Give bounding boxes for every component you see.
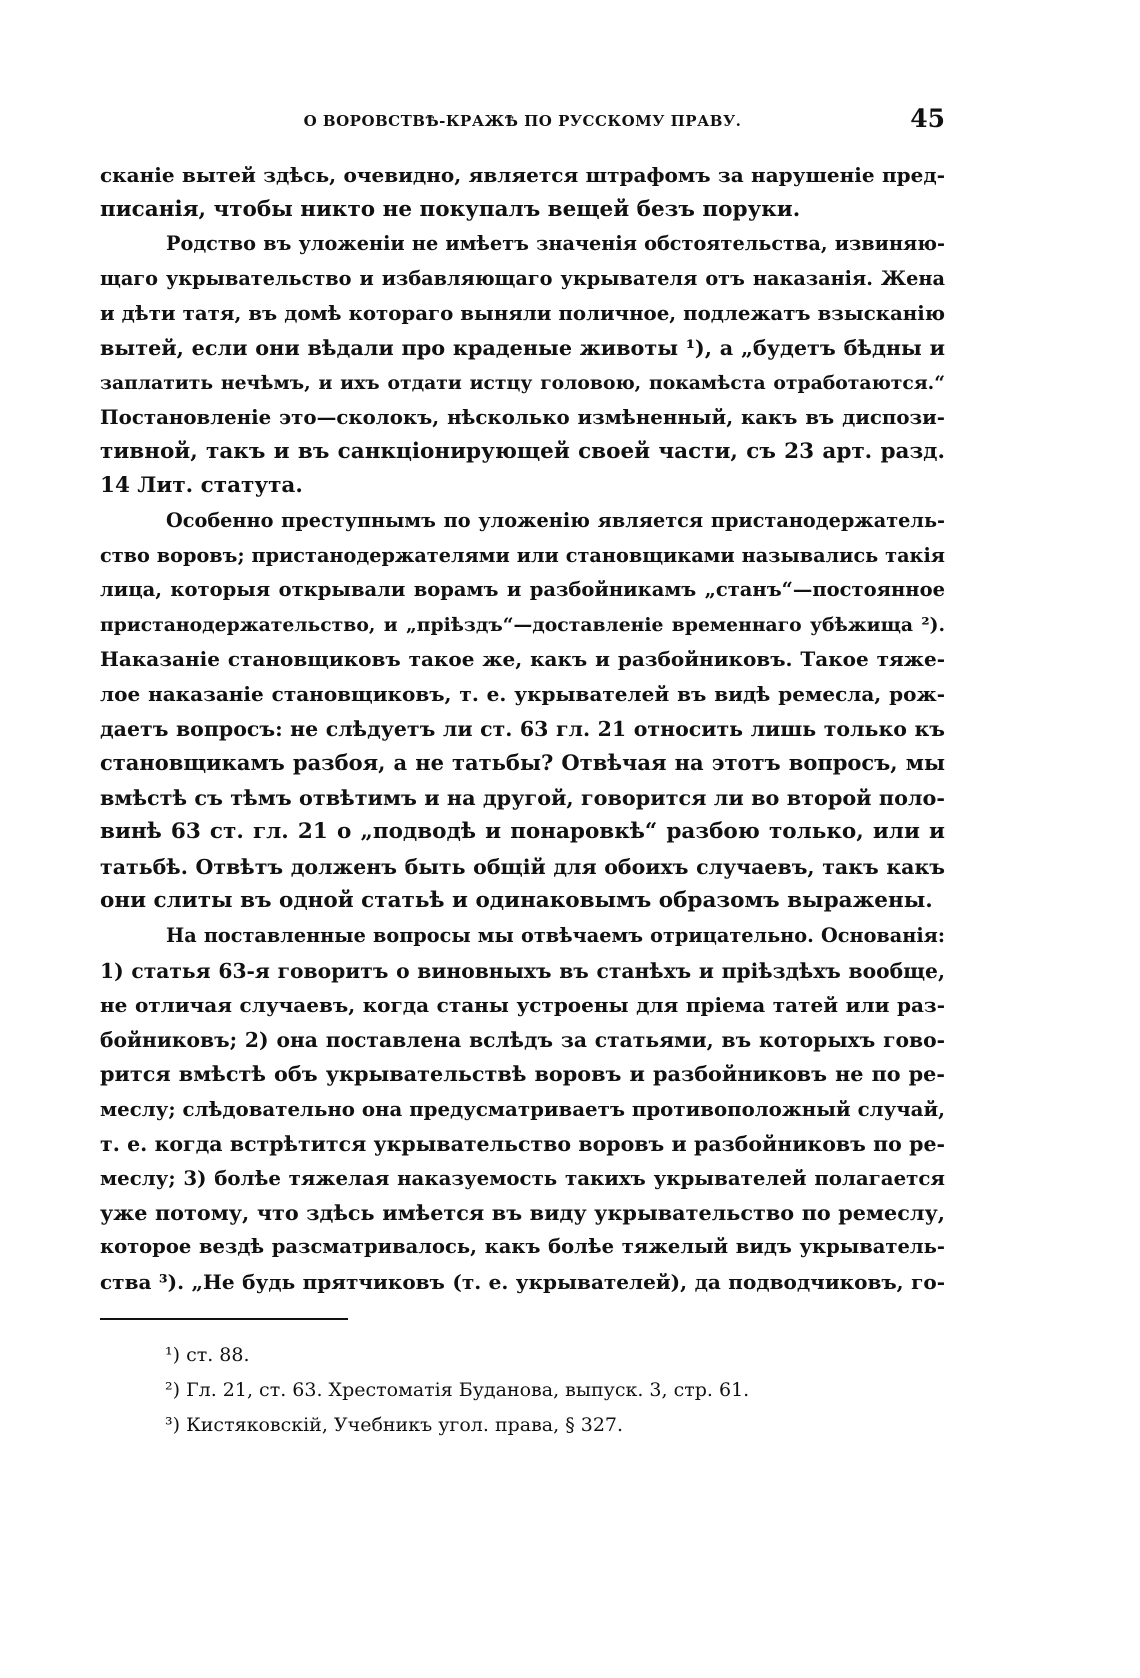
text-line: тивной, такъ и въ санкціонирующей своей части, съ 23 арт. разд. [100,438,945,464]
text-line: лое наказаніе становщиковъ, т. е. укрывателей въ видѣ ремесла, рож- [100,681,945,706]
text-line: которое вездѣ разсматривалось, какъ болѣе тяжелый видъ укрыватель- [100,1235,945,1259]
text-line: они слиты въ одной статьѣ и одинаковымъ образомъ выражены. [100,888,933,914]
text-line: ство воровъ; пристанодержателями или становщиками назывались такія [100,543,945,567]
text-line: Наказаніе становщиковъ такое же, какъ и разбойниковъ. Такое тяже- [100,647,945,672]
footnote: ¹) ст. 88. [165,1344,250,1366]
text-line: вытей, если они вѣдали про краденые животы ¹), а „будетъ бѣдны и [100,335,945,360]
text-line: Постановленіе это—сколокъ, нѣсколько измѣненный, какъ въ диспози- [100,405,945,430]
page-number: 45 [910,104,945,133]
text-line: щаго укрывательство и избавляющаго укрывателя отъ наказанія. Жена [100,266,945,290]
footnotes [165,1338,945,1443]
text-line: рится вмѣстѣ объ укрывательствѣ воровъ и разбойниковъ не по ре- [100,1062,945,1087]
text-line: не отличая случаевъ, когда станы устроены для пріема татей или раз- [100,993,945,1018]
text-line: сканіе вытей здѣсь, очевидно, является штрафомъ за нарушеніе пред- [100,163,945,187]
text-line: даетъ вопросъ: не слѣдуетъ ли ст. 63 гл. 21 относить лишь только къ [100,716,945,741]
text-line: На поставленные вопросы мы отвѣчаемъ отрицательно. Основанія: [166,924,945,948]
text-line: пристанодержательство, и „пріѣздъ“—доставленіе временнаго убѣжища ²). [100,613,945,636]
text-line: 1) статья 63-я говоритъ о виновныхъ въ станѣхъ и пріѣздѣхъ вообще, [100,958,945,983]
text-line: заплатить нечѣмъ, и ихъ отдати истцу головою, покамѣста отработаются.“ [100,371,945,394]
text-line: меслу; 3) болѣе тяжелая наказуемость такихъ укрывателей полагается [100,1166,945,1191]
text-line: т. е. когда встрѣтится укрывательство воровъ и разбойниковъ по ре- [100,1131,945,1156]
text-line: меслу; слѣдовательно она предусматриваетъ противоположный случай, [100,1097,945,1122]
text-line: Родство въ уложеніи не имѣетъ значенія обстоятельства, извиняю- [166,232,945,256]
text-line: Особенно преступнымъ по уложенію является пристанодержатель- [166,508,945,532]
running-title: О ВОРОВСТВѢ-КРАЖѢ ПО РУССКОМУ ПРАВУ. [303,112,742,130]
text-line: писанія, чтобы никто не покупалъ вещей безъ поруки. [100,196,801,222]
footnote: ³) Кистяковскій, Учебникъ угол. права, § 327. [165,1414,624,1436]
running-header [100,104,945,144]
footnote: ²) Гл. 21, ст. 63. Хрестоматія Буданова, выпуск. 3, стр. 61. [165,1379,750,1401]
text-line: и дѣти татя, въ домѣ котораго выняли поличное, подлежатъ взысканію [100,301,945,326]
footnote-divider [100,1318,348,1320]
main-text [100,158,945,1300]
text-line: становщикамъ разбоя, а не татьбы? Отвѣчая на этотъ вопросъ, мы [100,750,945,776]
text-line: лица, которыя открывали ворамъ и разбойникамъ „станъ“—постоянное [100,578,945,602]
text-line: ства ³). „Не будь прятчиковъ (т. е. укрывателей), да подводчиковъ, го- [100,1270,945,1294]
text-line: бойниковъ; 2) она поставлена вслѣдъ за статьями, въ которыхъ гово- [100,1027,945,1052]
text-line: татьбѣ. Отвѣтъ долженъ быть общій для обоихъ случаевъ, такъ какъ [100,854,945,879]
text-line: вмѣстѣ съ тѣмъ отвѣтимъ и на другой, говорится ли во второй поло- [100,785,945,810]
text-line: 14 Лит. статута. [100,473,303,499]
text-line: уже потому, что здѣсь имѣется въ виду укрывательство по ремеслу, [100,1200,945,1225]
text-line: винѣ 63 ст. гл. 21 о „подводѣ и понаровкѣ“ разбою только, или и [100,819,945,845]
